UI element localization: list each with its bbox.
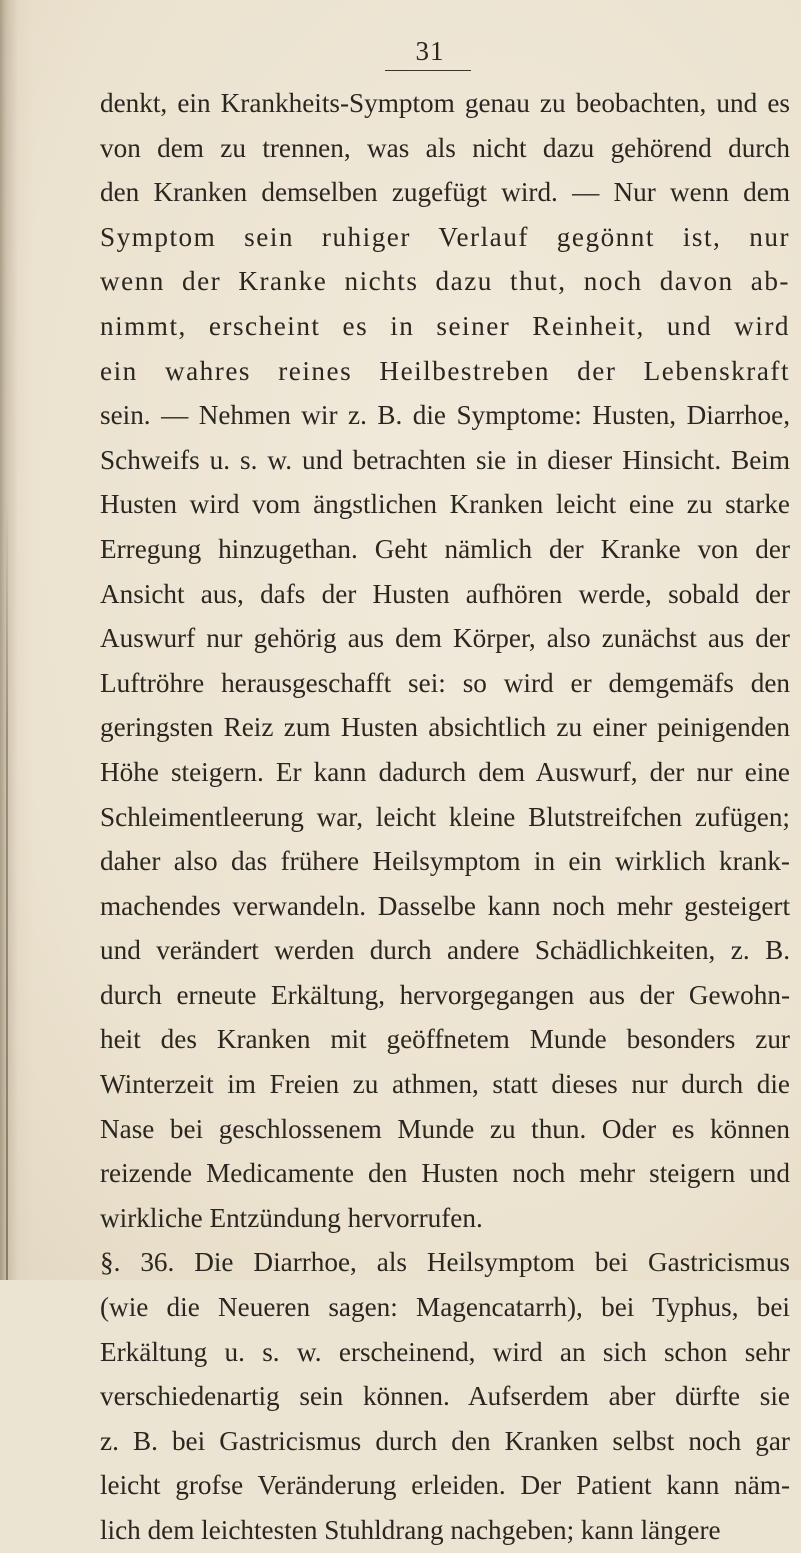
text-line: daher also das frühere Heilsymptom in ein wirklich krank- xyxy=(100,846,790,877)
text-line: geringsten Reiz zum Husten absichtlich zu einer peinigenden xyxy=(100,712,790,743)
text-line: von dem zu trennen, was als nicht dazu gehörend durch xyxy=(100,132,790,163)
page-number: 31 xyxy=(415,36,445,66)
text-line: den Kranken demselben zugefügt wird. — Nur wenn dem xyxy=(100,177,790,208)
text-line: Schleimentleerung war, leicht kleine Blutstreifchen zufügen; xyxy=(100,801,790,832)
text-line: Ansicht aus, dafs der Husten aufhören werde, sobald der xyxy=(100,578,790,609)
page-gutter-shadow xyxy=(6,500,8,1280)
text-line: Symptom sein ruhiger Verlauf gegönnt ist, nur xyxy=(100,221,790,252)
text-line: und verändert werden durch andere Schädlichkeiten, z. B. xyxy=(100,935,790,966)
page-number-rule xyxy=(385,70,471,71)
text-line: nimmt, erscheint es in seiner Reinheit, und wird xyxy=(100,310,790,341)
text-line: durch erneute Erkältung, hervorgegangen aus der Gewohn- xyxy=(100,979,790,1010)
text-line: reizende Medicamente den Husten noch mehr steigern und xyxy=(100,1158,790,1189)
text-line: Husten wird vom ängstlichen Kranken leicht eine zu starke xyxy=(100,489,790,520)
text-line: Schweifs u. s. w. und betrachten sie in dieser Hinsicht. Beim xyxy=(100,444,790,475)
body-text xyxy=(100,81,790,1553)
text-line: Winterzeit im Freien zu athmen, statt dieses nur durch die xyxy=(100,1069,790,1100)
text-line: §. 36. Die Diarrhoe, als Heilsymptom bei Gastricismus xyxy=(100,1247,790,1278)
text-line: verschiedenartig sein können. Aufserdem aber dürfte sie xyxy=(100,1381,790,1412)
text-line: wirkliche Entzündung hervorrufen. xyxy=(100,1202,483,1233)
text-line: Nase bei geschlossenem Munde zu thun. Oder es können xyxy=(100,1113,790,1144)
text-line: Erkältung u. s. w. erscheinend, wird an sich schon sehr xyxy=(100,1336,790,1367)
text-line: wenn der Kranke nichts dazu thut, noch davon ab- xyxy=(100,266,790,297)
text-line: machendes verwandeln. Dasselbe kann noch mehr gesteigert xyxy=(100,890,790,921)
text-line: heit des Kranken mit geöffnetem Munde besonders zur xyxy=(100,1024,790,1055)
text-line: Höhe steigern. Er kann dadurch dem Auswurf, der nur eine xyxy=(100,756,790,787)
text-line: lich dem leichtesten Stuhldrang nachgeben; kann längere xyxy=(100,1515,721,1545)
text-line: z. B. bei Gastricismus durch den Kranken selbst noch gar xyxy=(100,1425,790,1456)
text-line: Erregung hinzugethan. Geht nämlich der Kranke von der xyxy=(100,533,790,564)
text-line: Luftröhre herausgeschafft sei: so wird er demgemäfs den xyxy=(100,667,790,698)
text-line: (wie die Neueren sagen: Magencatarrh), bei Typhus, bei xyxy=(100,1292,790,1323)
text-line: ein wahres reines Heilbestreben der Lebenskraft xyxy=(100,355,790,386)
text-line: sein. — Nehmen wir z. B. die Symptome: Husten, Diarrhoe, xyxy=(100,400,790,431)
text-line: denkt, ein Krankheits-Symptom genau zu beobachten, und es xyxy=(100,88,790,118)
text-line: leicht grofse Veränderung erleiden. Der Patient kann näm- xyxy=(100,1470,790,1501)
text-line: Auswurf nur gehörig aus dem Körper, also zunächst aus der xyxy=(100,623,790,654)
